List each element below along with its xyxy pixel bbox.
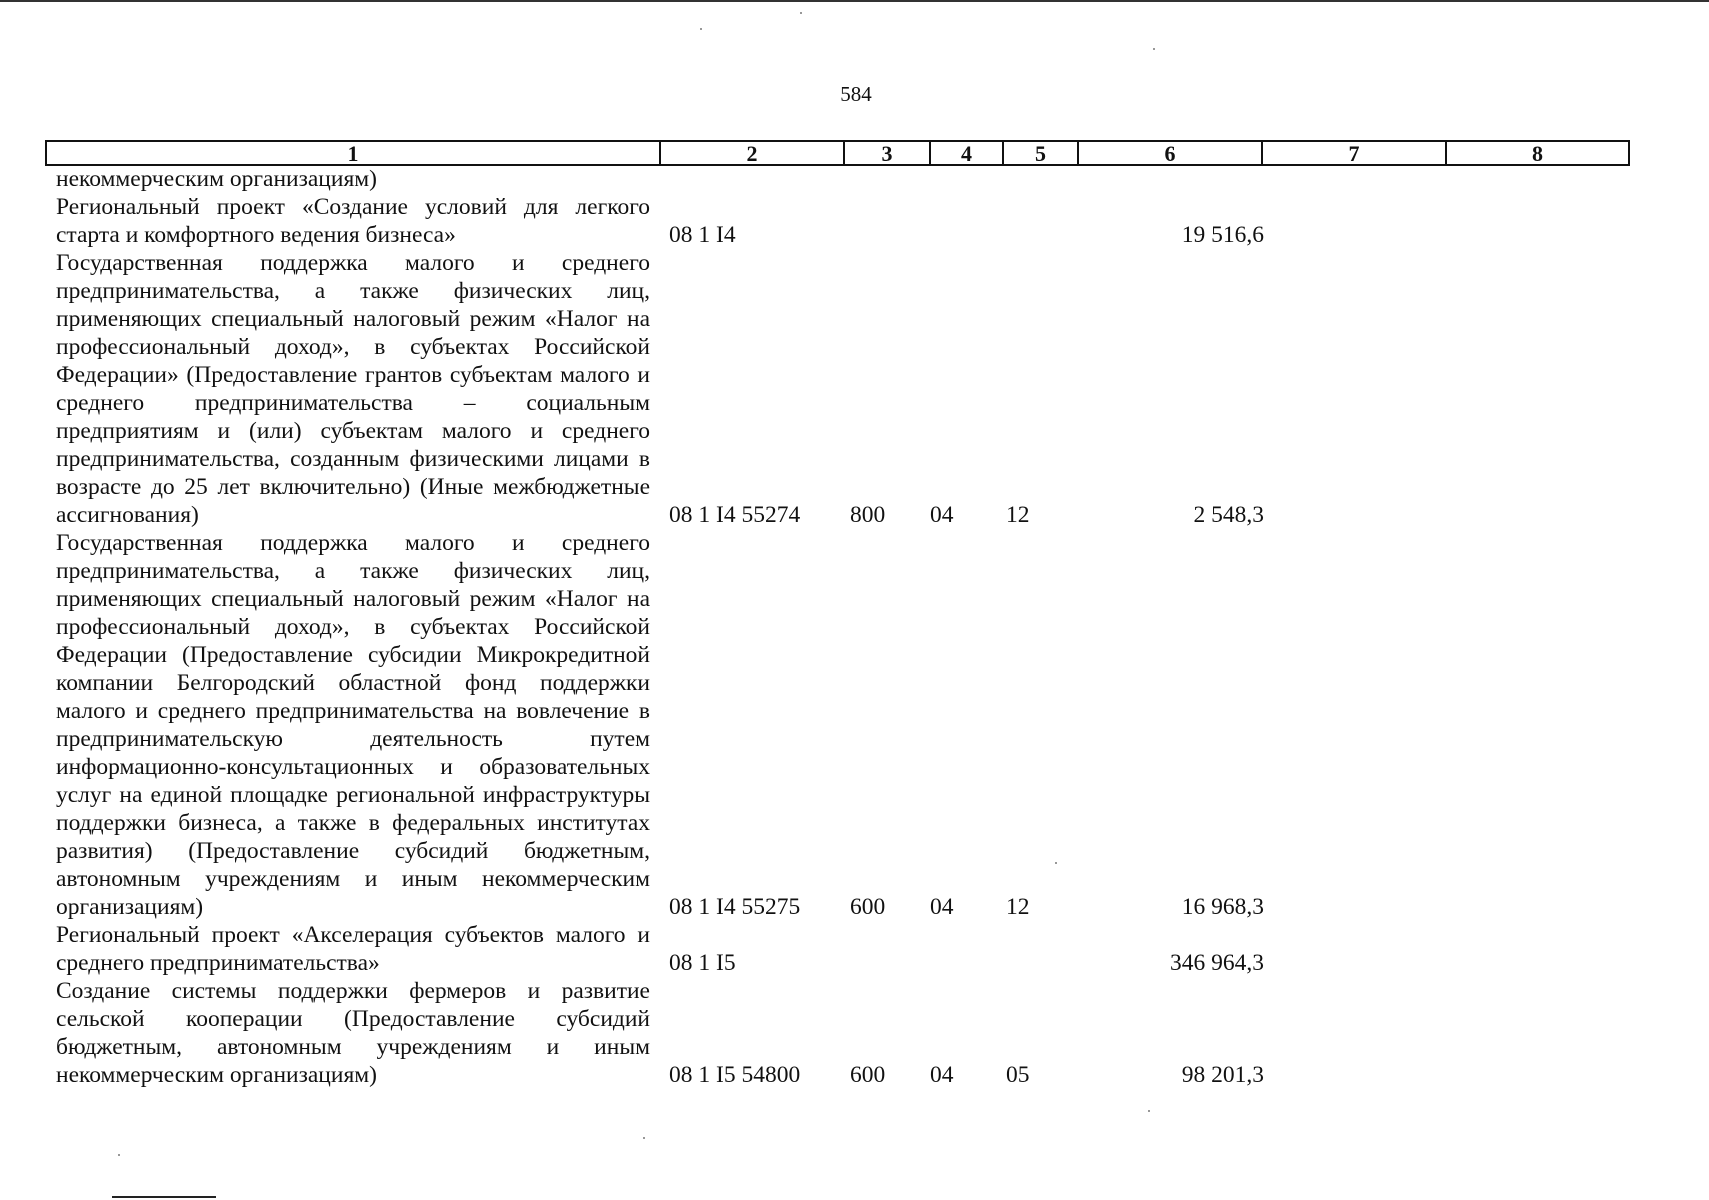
row-description: Государственная поддержка малого и среднего предпринимательства, а также физических лиц, применяющих специальный налоговый режим «Налог на профессиональный доход», в субъектах Российской Федерации (Предоставление субсидии Микрокредитной компании Белгородский областной фонд поддержки малого и среднего предпринимательства на вовлечение в предпринимательскую деятельность путем информационно-консультационных и образовательных услуг на единой площадке региональной инфраструктуры поддержки бизнеса, а также в федеральных институтах развития) (Предоставление субсидий бюджетным, автономным учреждениям и иным некоммерческим организациям) bbox=[56, 530, 650, 920]
bottom-stroke-mark bbox=[112, 1196, 216, 1198]
row-amount: 2 548,3 bbox=[1193, 502, 1264, 528]
table-row bbox=[0, 193, 1709, 249]
header-col-4: 4 bbox=[931, 142, 1004, 164]
row-subsection: 12 bbox=[1006, 502, 1030, 528]
header-col-8: 8 bbox=[1532, 141, 1543, 166]
header-col-3: 3 bbox=[845, 142, 931, 164]
row-description: Государственная поддержка малого и среднего предпринимательства, а также физических лиц, применяющих специальный налоговый режим «Налог на профессиональный доход», в субъектах Российской Федерации» (Предоставление грантов субъектам малого и среднего предпринимательства – социальным предприятиям и (или) субъектам малого и среднего предпринимательства, созданным физическими лицами в возрасте до 25 лет включительно) (Иные межбюджетные ассигнования) bbox=[56, 250, 650, 528]
row-amount: 19 516,6 bbox=[1181, 222, 1264, 248]
row-subsection: 05 bbox=[1006, 1062, 1030, 1088]
table-row bbox=[0, 977, 1709, 1089]
row-code: 08 1 I4 55275 bbox=[669, 894, 801, 920]
row-amount: 98 201,3 bbox=[1181, 1062, 1264, 1088]
header-col-5: 5 bbox=[1004, 142, 1079, 164]
row-amount: 346 964,3 bbox=[1170, 950, 1264, 976]
row-description: некоммерческим организациям) bbox=[56, 166, 377, 192]
row-description: Создание системы поддержки фермеров и развитие сельской кооперации (Предоставление субсидий бюджетным, автономным учреждениям и иным некоммерческим организациям) bbox=[56, 978, 650, 1088]
table-row bbox=[0, 921, 1709, 977]
row-code: 08 1 I4 55274 bbox=[669, 502, 801, 528]
table-header-row bbox=[45, 140, 1630, 166]
row-subsection: 12 bbox=[1006, 894, 1030, 920]
row-section: 04 bbox=[930, 894, 954, 920]
row-code: 08 1 I5 bbox=[669, 950, 736, 976]
table-row bbox=[0, 165, 1709, 193]
row-expense-type: 600 bbox=[850, 1062, 886, 1088]
header-col-1: 1 bbox=[47, 142, 661, 164]
header-col-6: 6 bbox=[1079, 142, 1263, 164]
table-row bbox=[0, 249, 1709, 529]
row-description: Региональный проект «Создание условий для легкого старта и комфортного ведения бизнеса» bbox=[56, 194, 650, 248]
scan-speck bbox=[700, 28, 702, 30]
row-section: 04 bbox=[930, 502, 954, 528]
scan-speck bbox=[1153, 48, 1155, 50]
table-body bbox=[0, 165, 1709, 1089]
header-col-2: 2 bbox=[661, 142, 845, 164]
scan-speck bbox=[800, 12, 802, 14]
table-row bbox=[0, 529, 1709, 921]
scan-speck bbox=[1148, 1110, 1150, 1112]
header-col-7: 7 bbox=[1263, 142, 1447, 164]
row-code: 08 1 I5 54800 bbox=[669, 1062, 801, 1088]
scan-speck bbox=[1055, 862, 1057, 864]
scan-speck bbox=[118, 1154, 120, 1156]
row-code: 08 1 I4 bbox=[669, 222, 736, 248]
page-number: 584 bbox=[840, 82, 872, 106]
scan-speck bbox=[643, 1137, 645, 1139]
top-border-line bbox=[0, 0, 1709, 2]
row-expense-type: 600 bbox=[850, 894, 886, 920]
row-description: Региональный проект «Акселерация субъектов малого и среднего предпринимательства» bbox=[56, 922, 650, 976]
row-amount: 16 968,3 bbox=[1181, 894, 1264, 920]
row-expense-type: 800 bbox=[850, 502, 886, 528]
row-section: 04 bbox=[930, 1062, 954, 1088]
